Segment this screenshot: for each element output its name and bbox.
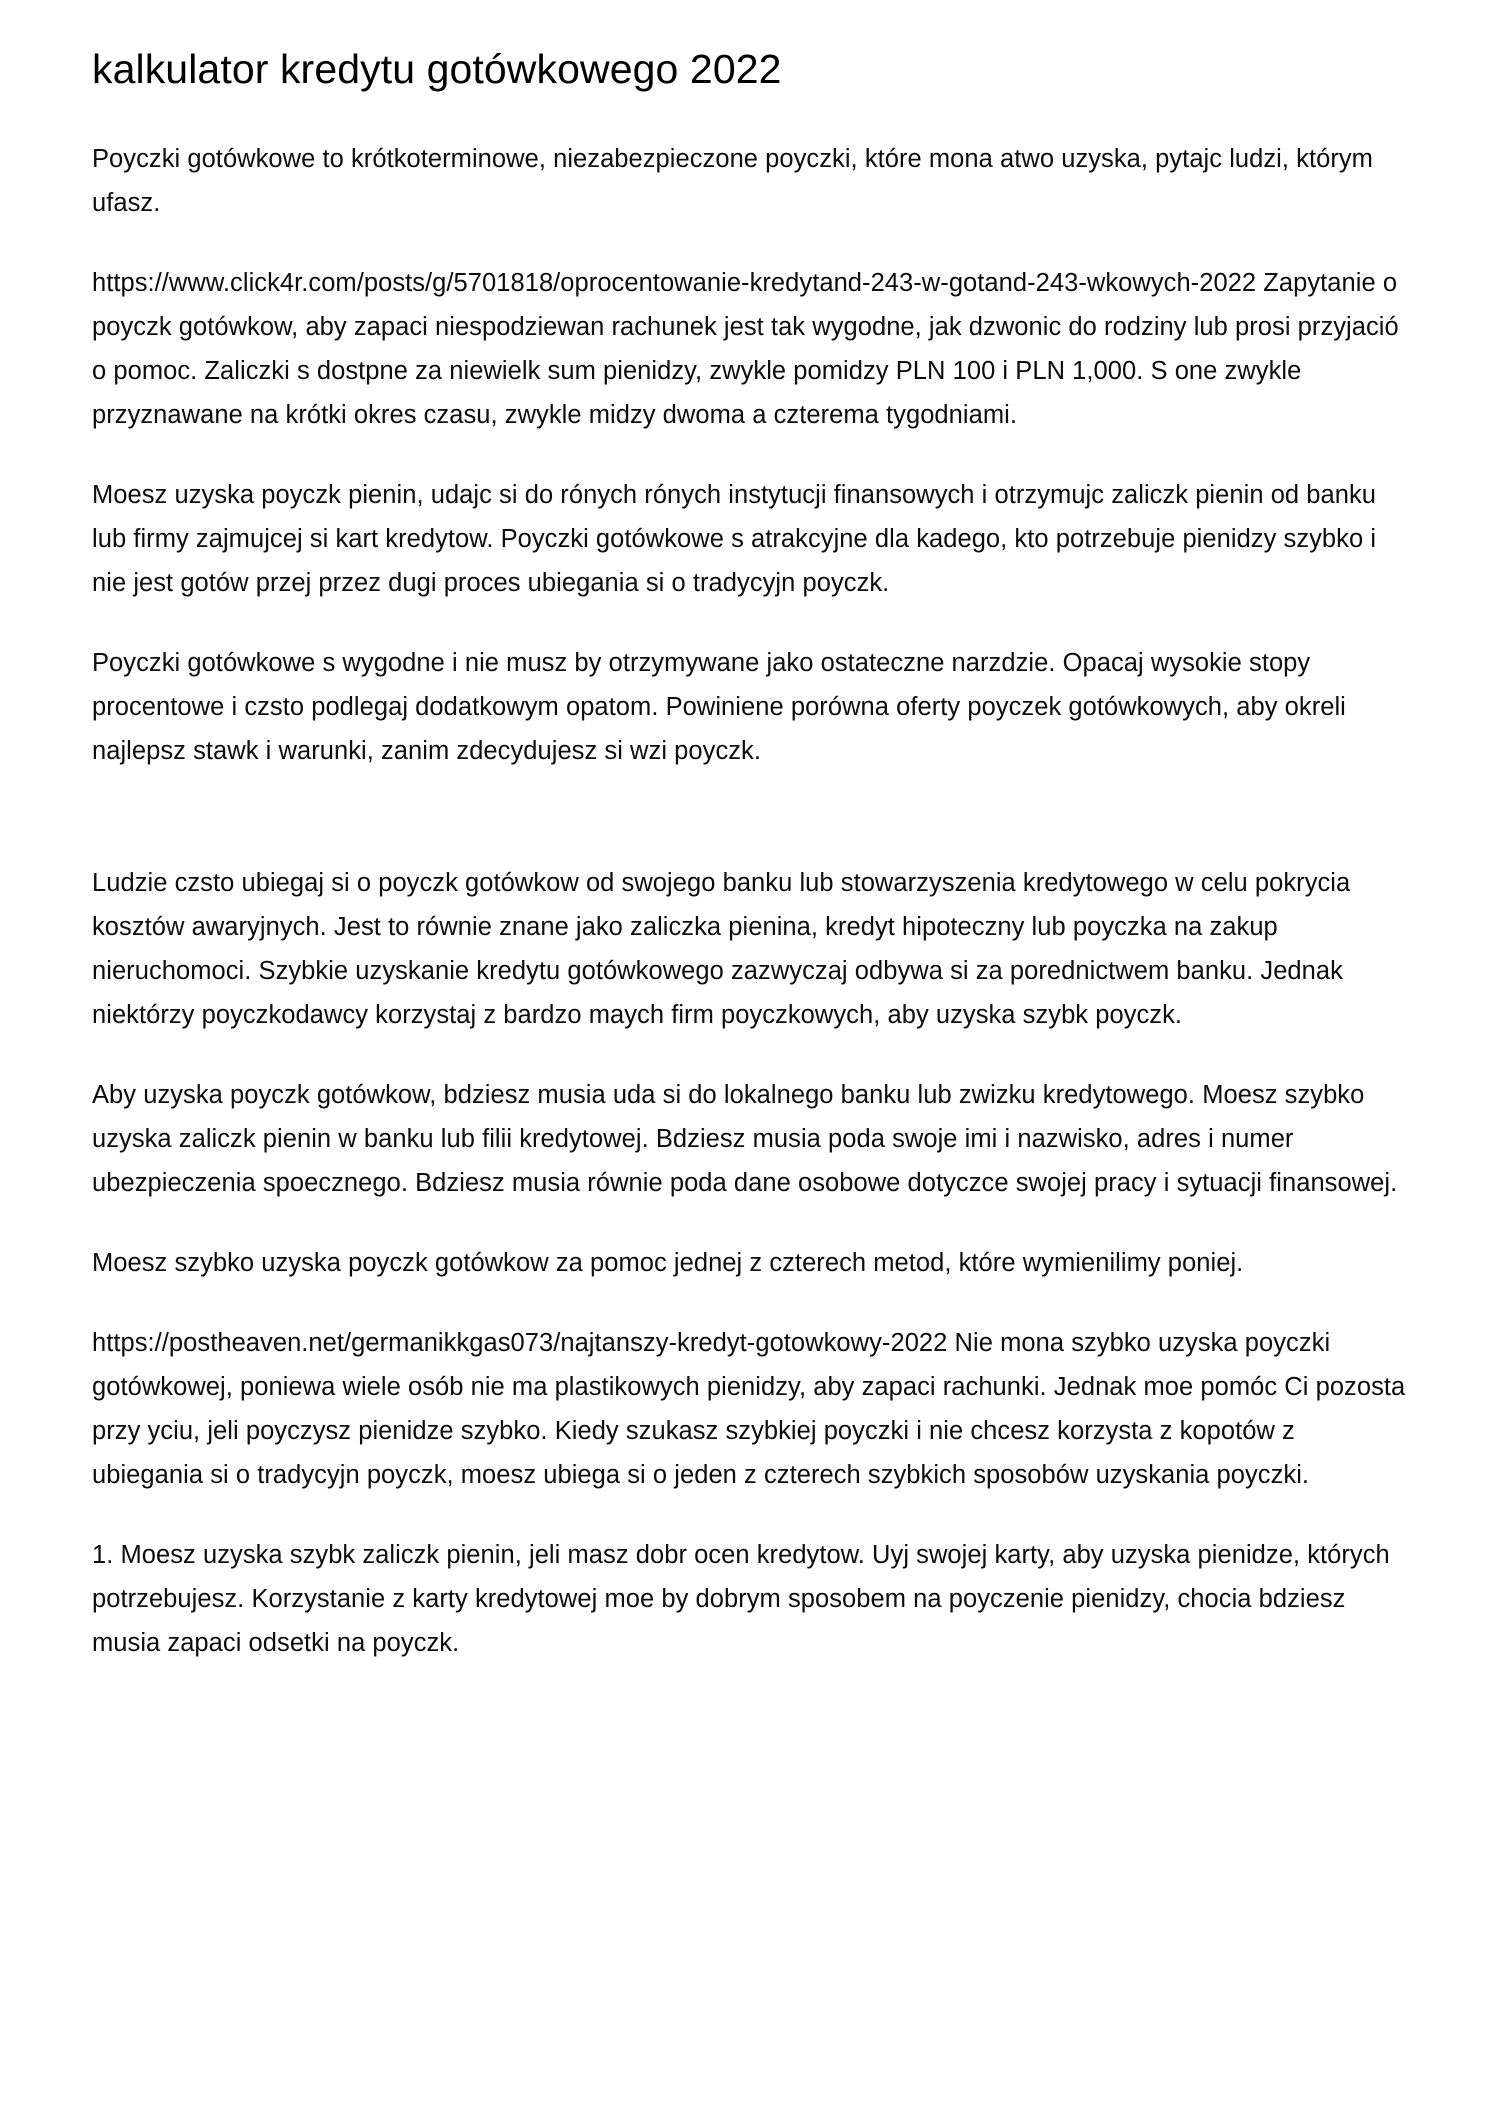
document-body (92, 137, 1408, 1665)
paragraph-where-to-get: Moesz uzyska poyczk pienin, udajc si do rónych rónych instytucji finansowych i otrzymujc zaliczk pienin od banku lub firmy zajmujcej si kart kredytow. Poyczki gotówkowe s atrakcyjne dla kadego, kto potrzebuje pienidzy szybko i nie jest gotów przej przez dugi proces ubiegania si o tradycyjn poyczk. (92, 481, 1377, 598)
paragraph-postheaven-link: https://postheaven.net/germanikkgas073/najtanszy-kredyt-gotowkowy-2022 Nie mona szybko uzyska poyczki gotówkowej, poniewa wiele osób nie ma plastikowych pienidzy, aby zapaci rachunki. Jednak moe pomóc Ci pozosta przy yciu, jeli poyczysz pienidze szybko. Kiedy szukasz szybkiej poyczki i nie chcesz korzysta z kopotów z ubiegania si o tradycyjn poyczk, moesz ubiega si o jeden z czterech szybkich sposobów uzyskania poyczki. (92, 1329, 1406, 1490)
paragraph-how-to-apply: Aby uzyska poyczk gotówkow, bdziesz musia uda si do lokalnego banku lub zwizku kredytowego. Moesz szybko uzyska zaliczk pienin w banku lub filii kredytowej. Bdziesz musia poda swoje imi i nazwisko, adres i numer ubezpieczenia spoecznego. Bdziesz musia równie poda dane osobowe dotyczce swojej pracy i sytuacji finansowej. (92, 1081, 1398, 1198)
paragraph-convenience-warning: Poyczki gotówkowe s wygodne i nie musz by otrzymywane jako ostateczne narzdzie. Opacaj wysokie stopy procentowe i czsto podlegaj dodatkowym opatom. Powiniene porówna oferty poyczek gotówkowych, aby okreli najlepsz stawk i warunki, zanim zdecydujesz si wzi poyczk. (92, 649, 1346, 766)
paragraph-click4r-link: https://www.click4r.com/posts/g/5701818/oprocentowanie-kredytand-243-w-gotand-243-wkowych-2022 Zapytanie o poyczk gotówkow, aby zapaci niespodziewan rachunek jest tak wygodne, jak dzwonic do rodziny lub prosi przyjació o pomoc. Zaliczki s dostpne za niewielk sum pienidzy, zwykle pomidzy PLN 100 i PLN 1,000. S one zwykle przyznawane na krótki okres czasu, zwykle midzy dwoma a czterema tygodniami. (92, 269, 1399, 430)
paragraph-four-methods-intro: Moesz szybko uzyska poyczk gotówkow za pomoc jednej z czterech metod, które wymienilimy poniej. (92, 1249, 1244, 1278)
paragraph-intro: Poyczki gotówkowe to krótkoterminowe, niezabezpieczone poyczki, które mona atwo uzyska, pytajc ludzi, którym ufasz. (92, 145, 1373, 218)
paragraph-method-1: 1. Moesz uzyska szybk zaliczk pienin, jeli masz dobr ocen kredytow. Uyj swojej karty, aby uzyska pienidze, których potrzebujesz. Korzystanie z karty kredytowej moe by dobrym sposobem na poyczenie pienidzy, chocia bdziesz musia zapaci odsetki na poyczk. (92, 1541, 1390, 1658)
paragraph-common-usage: Ludzie czsto ubiegaj si o poyczk gotówkow od swojego banku lub stowarzyszenia kredytowego w celu pokrycia kosztów awaryjnych. Jest to równie znane jako zaliczka pienina, kredyt hipoteczny lub poyczka na zakup nieruchomoci. Szybkie uzyskanie kredytu gotówkowego zazwyczaj odbywa si za porednictwem banku. Jednak niektórzy poyczkodawcy korzystaj z bardzo maych firm poyczkowych, aby uzyska szybk poyczk. (92, 869, 1351, 1030)
page-title: kalkulator kredytu gotówkowego 2022 (92, 46, 782, 92)
